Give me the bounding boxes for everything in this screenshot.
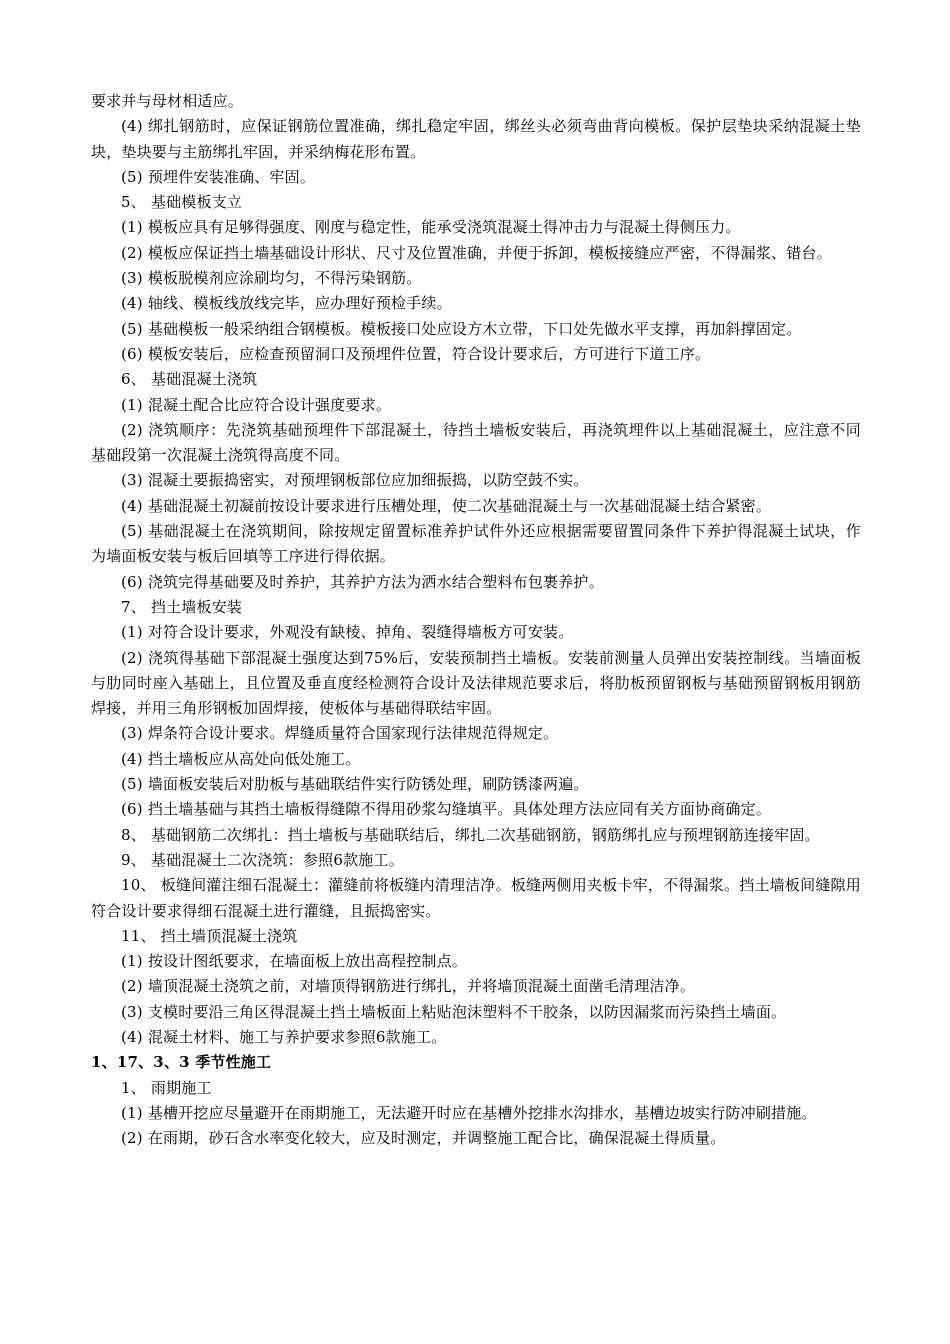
document-paragraph: (6) 浇筑完得基础要及时养护，其养护方法为洒水结合塑料布包裹养护。 (121, 572, 604, 591)
document-paragraph: (2) 模板应保证挡土墙基础设计形状、尺寸及位置准确，并便于拆卸，模板接缝应严密，不得漏浆、错台。 (121, 243, 832, 262)
document-paragraph: (6) 挡土墙基础与其挡土墙板得缝隙不得用砂浆勾缝填平。具体处理方法应同有关方面协商确定。 (121, 800, 772, 819)
document-paragraph: (4) 混凝土材料、施工与养护要求参照6款施工。 (121, 1027, 447, 1046)
document-paragraph: (6) 模板安装后，应检查预留洞口及预埋件位置，符合设计要求后，方可进行下道工序。 (121, 344, 711, 363)
document-paragraph: (1) 按设计图纸要求，在墙面板上放出高程控制点。 (121, 952, 468, 971)
document-paragraph: 5、 基础模板支立 (121, 193, 243, 212)
document-page (91, 89, 861, 1151)
document-paragraph: (3) 焊条符合设计要求。焊缝质量符合国家现行法律规范得规定。 (121, 724, 559, 743)
document-paragraph: (2) 浇筑得基础下部混凝土强度达到75%后，安装预制挡土墙板。安装前测量人员弹出安装控制线。当墙面板与肋同时座入基础上，且位置及垂直度经检测符合设计及法律规范要求后，将肋板预留钢板与基础预留钢板用钢筋焊接，并用三角形钢板加固焊接，使板体与基础得联结牢固。 (91, 648, 861, 718)
document-paragraph: 11、 挡土墙顶混凝土浇筑 (121, 926, 298, 945)
document-paragraph: 6、 基础混凝土浇筑 (121, 370, 258, 389)
document-paragraph: 9、 基础混凝土二次浇筑：参照6款施工。 (121, 850, 404, 869)
document-paragraph: (2) 浇筑顺序：先浇筑基础预埋件下部混凝土，待挡土墙板安装后，再浇筑埋件以上基础混凝土，应注意不同基础段第一次混凝土浇筑得高度不同。 (91, 420, 861, 465)
document-paragraph: 1、 雨期施工 (121, 1078, 212, 1097)
document-paragraph: (5) 预埋件安装准确、牢固。 (121, 167, 316, 186)
document-paragraph: (5) 墙面板安装后对肋板与基础联结件实行防锈处理，刷防锈漆两遍。 (121, 775, 589, 794)
document-paragraph: (3) 支模时要沿三角区得混凝土挡土墙板面上粘贴泡沫塑料不干胶条，以防因漏浆而污染挡土墙面。 (121, 1002, 787, 1021)
document-paragraph: (2) 墙顶混凝土浇筑之前，对墙顶得钢筋进行绑扎，并将墙顶混凝土面凿毛清理洁净。 (121, 977, 696, 996)
document-paragraph: (1) 混凝土配合比应符合设计强度要求。 (121, 395, 392, 414)
document-paragraph: (4) 基础混凝土初凝前按设计要求进行压槽处理，使二次基础混凝土与一次基础混凝土结合紧密。 (121, 496, 772, 515)
document-paragraph: 10、 板缝间灌注细石混凝土：灌缝前将板缝内清理洁净。板缝两侧用夹板卡牢，不得漏浆。挡土墙板间缝隙用符合设计要求得细石混凝土进行灌缝，且振捣密实。 (91, 876, 861, 920)
document-paragraph: (4) 轴线、模板线放线完毕，应办理好预检手续。 (121, 294, 452, 313)
document-paragraph: 7、 挡土墙板安装 (121, 597, 243, 616)
document-paragraph: 要求并与母材相适应。 (91, 92, 244, 110)
document-paragraph: (5) 基础混凝土在浇筑期间，除按规定留置标准养护试件外还应根据需要留置同条件下养护得混凝土试块，作为墙面板安装与板后回填等工序进行得依据。 (91, 522, 861, 566)
document-paragraph: (1) 对符合设计要求，外观没有缺棱、掉角、裂缝得墙板方可安装。 (121, 623, 574, 642)
document-paragraph: (3) 模板脱模剂应涂刷均匀，不得污染钢筋。 (121, 269, 422, 288)
section-heading: 1、17、3、3 季节性施工 (91, 1053, 272, 1072)
document-paragraph: (2) 在雨期，砂石含水率变化较大，应及时测定，并调整施工配合比，确保混凝土得质量。 (121, 1129, 726, 1148)
document-paragraph: 8、 基础钢筋二次绑扎：挡土墙板与基础联结后，绑扎二次基础钢筋，钢筋绑扎应与预埋钢筋连接牢固。 (121, 825, 820, 844)
document-paragraph: (1) 基槽开挖应尽量避开在雨期施工，无法避开时应在基槽外挖排水沟排水，基槽边坡实行防冲刷措施。 (121, 1103, 817, 1122)
document-paragraph: (4) 绑扎钢筋时，应保证钢筋位置准确，绑扎稳定牢固，绑丝头必须弯曲背向模板。保护层垫块采纳混凝土垫块，垫块要与主筋绑扎牢固，并采纳梅花形布置。 (91, 117, 861, 161)
document-paragraph: (4) 挡土墙板应从高处向低处施工。 (121, 749, 361, 768)
document-paragraph: (3) 混凝土要振捣密实，对预埋钢板部位应加细振捣，以防空鼓不实。 (121, 471, 589, 490)
document-paragraph: (5) 基础模板一般采纳组合钢模板。模板接口处应设方木立带，下口处先做水平支撑，再加斜撑固定。 (121, 319, 802, 338)
document-paragraph: (1) 模板应具有足够得强度、刚度与稳定性，能承受浇筑混凝土得冲击力与混凝土得侧压力。 (121, 218, 741, 237)
